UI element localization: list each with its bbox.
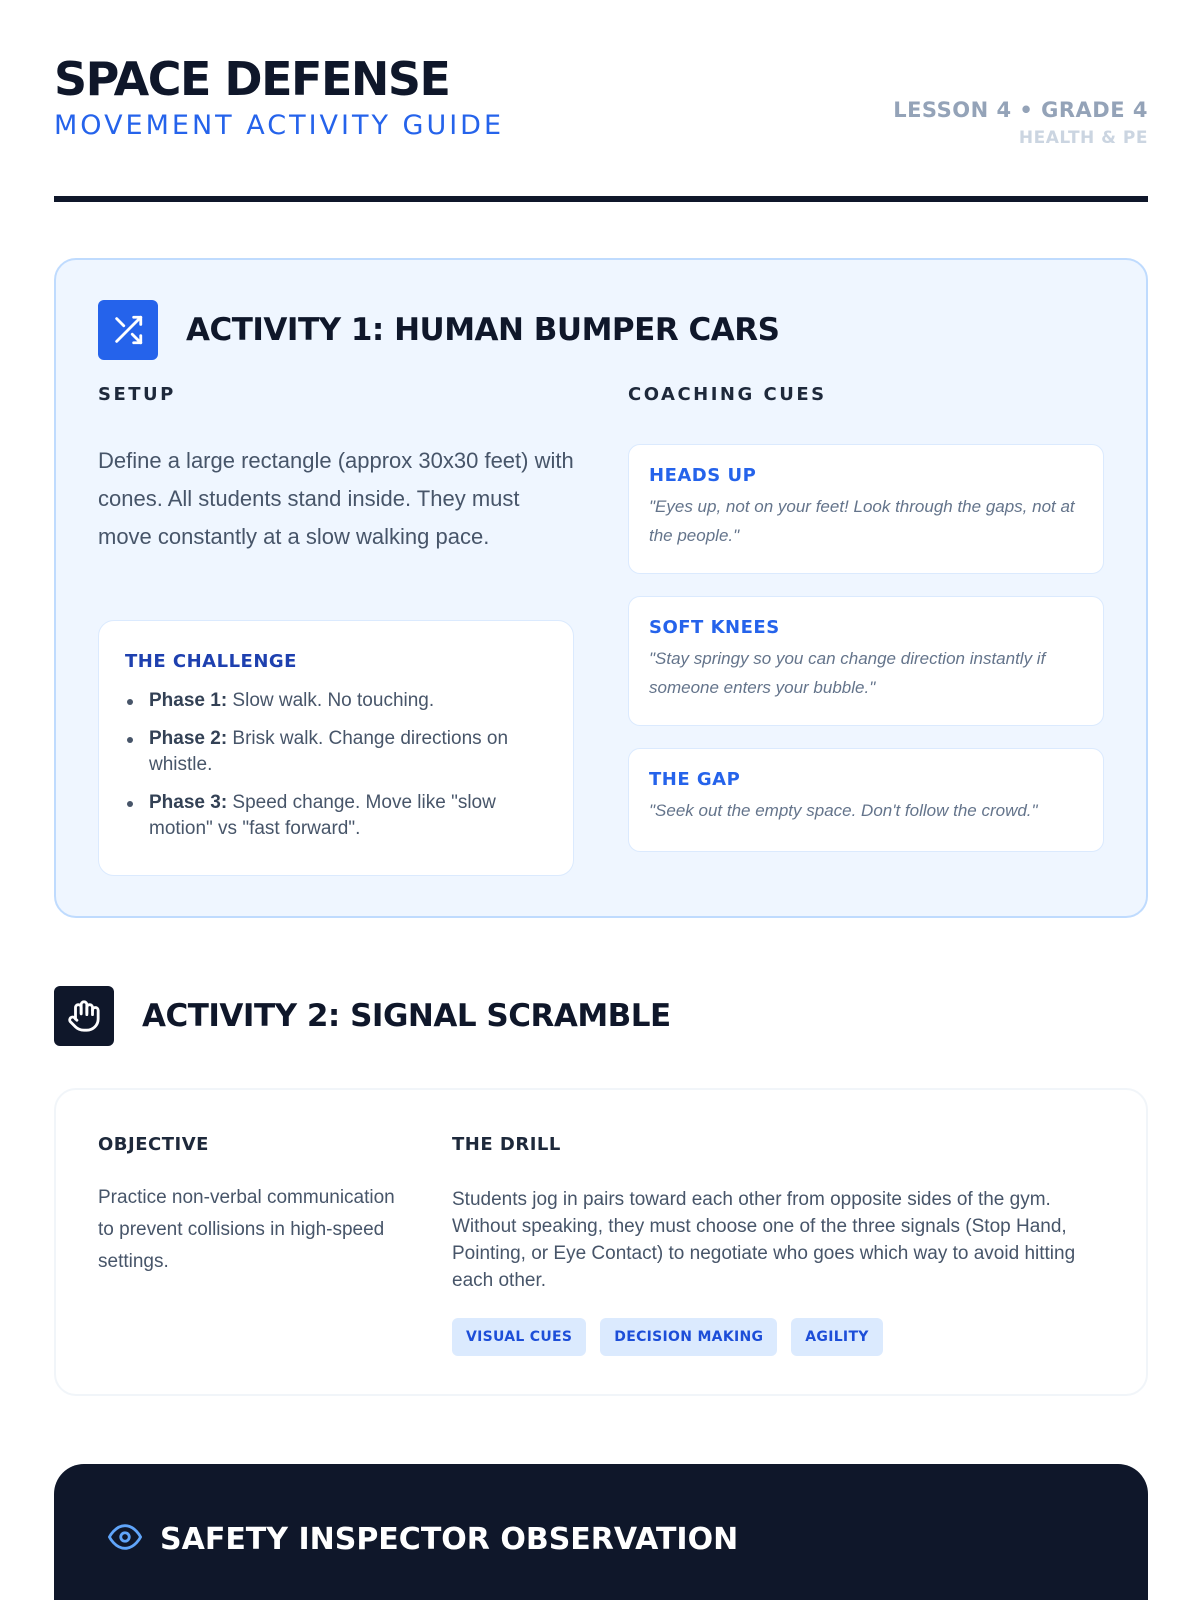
phase-label: Phase 1: (149, 690, 228, 711)
safety-card (54, 1464, 1148, 1600)
phase-label: Phase 3: (149, 792, 228, 813)
setup-text: Define a large rectangle (approx 30x30 feet) with cones. All students stand inside. They must move constantly at a slow walking pace. (98, 448, 574, 549)
skill-tags (452, 1318, 883, 1356)
header-divider (54, 196, 1148, 202)
drill-label: THE DRILL (452, 1134, 561, 1155)
lesson-meta (893, 98, 1148, 148)
coaching-cues-label: COACHING CUES (628, 384, 827, 405)
objective-label: OBJECTIVE (98, 1134, 209, 1155)
list-item (125, 726, 547, 778)
eye-icon (108, 1520, 142, 1559)
activity-2-header (54, 986, 671, 1046)
phase-list (125, 688, 547, 842)
lesson-grade-label: LESSON 4 • GRADE 4 (893, 98, 1148, 122)
objective-text: Practice non-verbal communication to prevent collisions in high-speed settings. (98, 1187, 395, 1272)
hand-icon (54, 986, 114, 1046)
skill-tag: AGILITY (791, 1318, 882, 1356)
list-item (125, 790, 547, 842)
cue-card (628, 748, 1104, 852)
skill-tag: VISUAL CUES (452, 1318, 586, 1356)
safety-header (108, 1520, 738, 1559)
cue-text: "Eyes up, not on your feet! Look through the gaps, not at the people." (649, 497, 1075, 545)
list-item (125, 688, 547, 714)
cue-title: THE GAP (649, 769, 741, 790)
challenge-box (98, 620, 574, 876)
challenge-title: THE CHALLENGE (125, 651, 297, 672)
subject-label: HEALTH & PE (1018, 128, 1148, 148)
activity-2-title: ACTIVITY 2: SIGNAL SCRAMBLE (142, 998, 671, 1034)
shuffle-icon (98, 300, 158, 360)
safety-title: SAFETY INSPECTOR OBSERVATION (160, 1522, 739, 1557)
cue-card (628, 596, 1104, 726)
cue-text: "Stay springy so you can change direction instantly if someone enters your bubble." (649, 649, 1046, 697)
setup-label: SETUP (98, 384, 176, 405)
activity-1-card (54, 258, 1148, 918)
cue-text: "Seek out the empty space. Don't follow the crowd." (649, 801, 1038, 820)
page-subtitle: MOVEMENT ACTIVITY GUIDE (54, 110, 505, 141)
cue-card (628, 444, 1104, 574)
page-header (54, 52, 1148, 148)
activity-2-card (54, 1088, 1148, 1396)
page-title: SPACE DEFENSE (54, 52, 450, 106)
skill-tag: DECISION MAKING (600, 1318, 777, 1356)
cue-title: HEADS UP (649, 465, 757, 486)
phase-text: Slow walk. No touching. (227, 690, 435, 711)
activity-1-title: ACTIVITY 1: HUMAN BUMPER CARS (186, 312, 780, 348)
cue-title: SOFT KNEES (649, 617, 780, 638)
phase-text: Speed change. Move like "slow motion" vs "fast forward". (149, 792, 496, 839)
phase-label: Phase 2: (149, 728, 228, 749)
activity-1-header (98, 300, 779, 360)
drill-text: Students jog in pairs toward each other from opposite sides of the gym. Without speaking, they must choose one of the three signals (Stop Hand, Pointing, or Eye Contact) to negotiate who goes which way to avoid hitting each other. (452, 1189, 1076, 1291)
phase-text: Brisk walk. Change directions on whistle. (149, 728, 509, 775)
